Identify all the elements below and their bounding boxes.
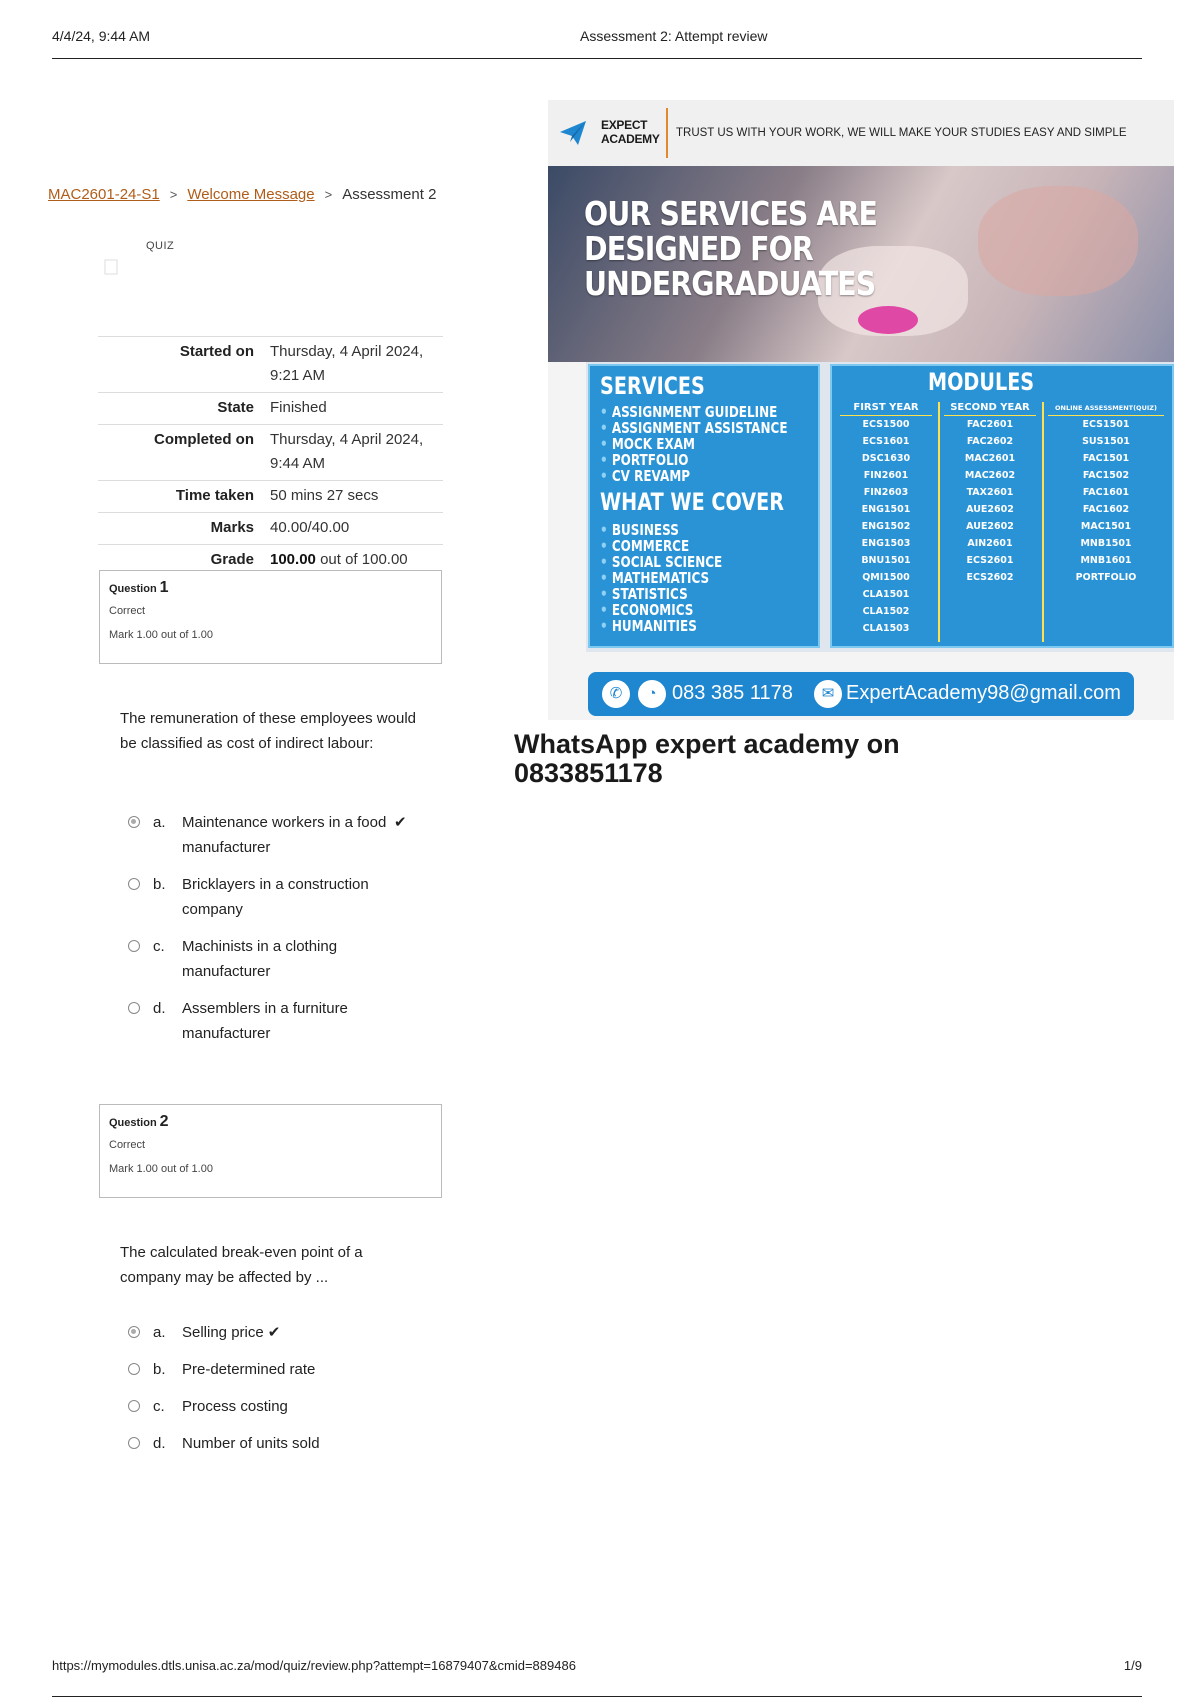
- radio-button[interactable]: [128, 1400, 140, 1412]
- breadcrumb: [48, 186, 437, 203]
- breadcrumb-current: Assessment 2: [342, 186, 437, 203]
- cover-title: WHAT WE COVER: [600, 488, 785, 516]
- list-item: • ASSIGNMENT GUIDELINE: [600, 404, 788, 420]
- attempt-summary-table: [98, 336, 443, 576]
- answer-letter: b.: [153, 876, 166, 893]
- question-state: Correct: [109, 1139, 146, 1151]
- module-code: DSC1630: [861, 453, 911, 464]
- list-item: • STATISTICS: [600, 586, 722, 602]
- list-item: • ASSIGNMENT ASSISTANCE: [600, 420, 788, 436]
- services-title: SERVICES: [600, 372, 705, 400]
- ad-info-section: [586, 362, 1174, 652]
- print-title: Assessment 2: Attempt review: [580, 28, 768, 44]
- module-code: BNU1501: [861, 555, 911, 566]
- question-mark: Mark 1.00 out of 1.00: [109, 629, 213, 641]
- module-code: FAC2601: [966, 419, 1014, 430]
- grade-total: out of 100.00: [320, 551, 408, 568]
- print-header: [52, 28, 1142, 59]
- module-code: FIN2603: [863, 487, 909, 498]
- radio-button[interactable]: [128, 940, 140, 952]
- answer-letter: a.: [153, 814, 166, 831]
- answer-letter: c.: [153, 1398, 165, 1415]
- radio-button[interactable]: [128, 878, 140, 890]
- module-code: ECS1501: [1082, 419, 1130, 430]
- list-item: • ECONOMICS: [600, 602, 722, 618]
- list-item: • MOCK EXAM: [600, 436, 788, 452]
- summary-key: Marks: [98, 513, 270, 545]
- modules-column: [840, 402, 932, 642]
- module-code: MAC2602: [964, 470, 1016, 481]
- radio-button-selected[interactable]: [128, 1326, 140, 1338]
- list-item: • MATHEMATICS: [600, 570, 722, 586]
- summary-key: State: [98, 393, 270, 425]
- print-footer: [52, 1652, 1142, 1697]
- summary-row: [98, 337, 443, 393]
- question-state: Correct: [109, 605, 146, 617]
- email-icon: ✉: [814, 680, 842, 708]
- summary-row: [98, 425, 443, 481]
- phone-icon: ✆: [602, 680, 630, 708]
- print-url: https://mymodules.dtls.unisa.ac.za/mod/quiz/review.php?attempt=16879407&cmid=889486: [52, 1658, 576, 1673]
- summary-value: 40.00/40.00: [270, 513, 443, 545]
- ad-email: ExpertAcademy98@gmail.com: [846, 682, 1121, 704]
- ad-slogan: TRUST US WITH YOUR WORK, WE WILL MAKE YOUR STUDIES EASY AND SIMPLE: [676, 127, 1127, 139]
- module-code: CLA1502: [862, 606, 910, 617]
- answer-text: Maintenance workers in a food manufacturer: [182, 814, 387, 856]
- module-code: AUE2602: [966, 521, 1014, 532]
- module-code: ECS2601: [966, 555, 1014, 566]
- answer-text: Pre-determined rate: [182, 1361, 316, 1378]
- radio-button[interactable]: [128, 1002, 140, 1014]
- question-info-box: [99, 1104, 442, 1198]
- module-code: MAC2601: [964, 453, 1016, 464]
- summary-key: Started on: [98, 337, 270, 393]
- summary-row: [98, 513, 443, 545]
- question-text: The remuneration of these employees would be classified as cost of indirect labour:: [120, 710, 417, 752]
- ad-header: [548, 100, 1174, 166]
- ad-headline: OUR SERVICES ARE DESIGNED FOR UNDERGRADUATES: [584, 194, 878, 303]
- grade-value: 100.00: [270, 551, 316, 568]
- answer-letter: b.: [153, 1361, 166, 1378]
- radio-button[interactable]: [128, 1437, 140, 1449]
- ad-photo: [548, 166, 1174, 362]
- paper-plane-icon: [558, 118, 588, 148]
- answer-text: Assemblers in a furniture manufacturer: [182, 1000, 348, 1042]
- ad-contact-bar: [588, 672, 1134, 716]
- breadcrumb-separator: >: [169, 187, 178, 202]
- module-code: SUS1501: [1082, 436, 1130, 447]
- services-list: [600, 404, 788, 484]
- module-code: ECS1601: [862, 436, 910, 447]
- services-panel: [588, 364, 820, 648]
- list-item: • BUSINESS: [600, 522, 722, 538]
- quiz-type-label: QUIZ: [146, 240, 175, 252]
- module-code: FIN2601: [863, 470, 909, 481]
- answer-letter: d.: [153, 1435, 166, 1452]
- modules-panel: [830, 364, 1174, 648]
- summary-key: Completed on: [98, 425, 270, 481]
- module-code: ECS1500: [862, 419, 910, 430]
- list-item: • SOCIAL SCIENCE: [600, 554, 722, 570]
- question-number: Question 2: [109, 1113, 169, 1130]
- breadcrumb-section-link[interactable]: Welcome Message: [187, 186, 315, 203]
- radio-button-selected[interactable]: [128, 816, 140, 828]
- correct-check-icon: ✔: [394, 814, 407, 831]
- module-code: CLA1503: [862, 623, 910, 634]
- column-divider: [938, 402, 940, 642]
- module-code: PORTFOLIO: [1075, 572, 1137, 583]
- module-code: ENG1501: [861, 504, 911, 515]
- answer-letter: a.: [153, 1324, 166, 1341]
- summary-key: Grade: [98, 545, 270, 577]
- print-page-number: 1/9: [1123, 1658, 1142, 1673]
- module-code: ENG1502: [861, 521, 911, 532]
- modules-column-header: FIRST YEAR: [840, 402, 932, 416]
- modules-title: MODULES: [928, 368, 1035, 396]
- ad-phone: 083 385 1178: [672, 682, 793, 704]
- question-mark: Mark 1.00 out of 1.00: [109, 1163, 213, 1175]
- ad-divider: [666, 108, 668, 158]
- module-code: FAC2602: [966, 436, 1014, 447]
- question-text: The calculated break-even point of a company may be affected by ...: [120, 1244, 363, 1286]
- answer-text: Machinists in a clothing manufacturer: [182, 938, 338, 980]
- modules-column-header: SECOND YEAR: [944, 402, 1036, 416]
- answer-text: Bricklayers in a construction company: [182, 876, 369, 918]
- answer-text: Number of units sold: [182, 1435, 320, 1452]
- module-code: CLA1501: [862, 589, 910, 600]
- module-code: FAC1601: [1082, 487, 1130, 498]
- module-code: ECS2602: [966, 572, 1014, 583]
- summary-row: [98, 393, 443, 425]
- ad-logo-text: EXPECT ACADEMY: [601, 118, 660, 146]
- module-code: MAC1501: [1080, 521, 1132, 532]
- cover-list: [600, 522, 722, 634]
- summary-row: [98, 481, 443, 513]
- whatsapp-icon: ◔: [638, 680, 666, 708]
- breadcrumb-course-link[interactable]: MAC2601-24-S1: [48, 186, 160, 203]
- module-code: FAC1602: [1082, 504, 1130, 515]
- module-code: ENG1503: [861, 538, 911, 549]
- modules-column-header: ONLINE ASSESSMENT(QUIZ): [1048, 402, 1164, 416]
- module-code: MNB1601: [1080, 555, 1132, 566]
- summary-value: Thursday, 4 April 2024, 9:44 AM: [270, 425, 443, 481]
- answer-letter: c.: [153, 938, 165, 955]
- answer-text: Process costing: [182, 1398, 288, 1415]
- module-code: FAC1502: [1082, 470, 1130, 481]
- module-code: FAC1501: [1082, 453, 1130, 464]
- summary-value: 50 mins 27 secs: [270, 481, 443, 513]
- module-code: AUE2602: [966, 504, 1014, 515]
- quiz-icon: [103, 258, 121, 276]
- summary-key: Time taken: [98, 481, 270, 513]
- modules-table: [840, 402, 1164, 642]
- answer-letter: d.: [153, 1000, 166, 1017]
- advertisement-banner: [548, 100, 1174, 720]
- modules-column: [944, 402, 1036, 642]
- summary-value: Finished: [270, 393, 443, 425]
- module-code: QMI1500: [862, 572, 910, 583]
- question-info-box: [99, 570, 442, 664]
- column-divider: [1042, 402, 1044, 642]
- list-item: • COMMERCE: [600, 538, 722, 554]
- breadcrumb-separator: >: [324, 187, 333, 202]
- module-code: TAX2601: [966, 487, 1014, 498]
- list-item: • HUMANITIES: [600, 618, 722, 634]
- question-number: Question 1: [109, 579, 169, 596]
- module-code: AIN2601: [967, 538, 1013, 549]
- module-code: MNB1501: [1080, 538, 1132, 549]
- radio-button[interactable]: [128, 1363, 140, 1375]
- whatsapp-note: WhatsApp expert academy on 0833851178: [514, 729, 900, 788]
- modules-column: [1048, 402, 1164, 642]
- list-item: • PORTFOLIO: [600, 452, 788, 468]
- list-item: • CV REVAMP: [600, 468, 788, 484]
- summary-value: Thursday, 4 April 2024, 9:21 AM: [270, 337, 443, 393]
- answer-text: Selling price ✔: [182, 1324, 281, 1341]
- print-date: 4/4/24, 9:44 AM: [52, 28, 151, 44]
- correct-check-icon: ✔: [267, 1324, 281, 1341]
